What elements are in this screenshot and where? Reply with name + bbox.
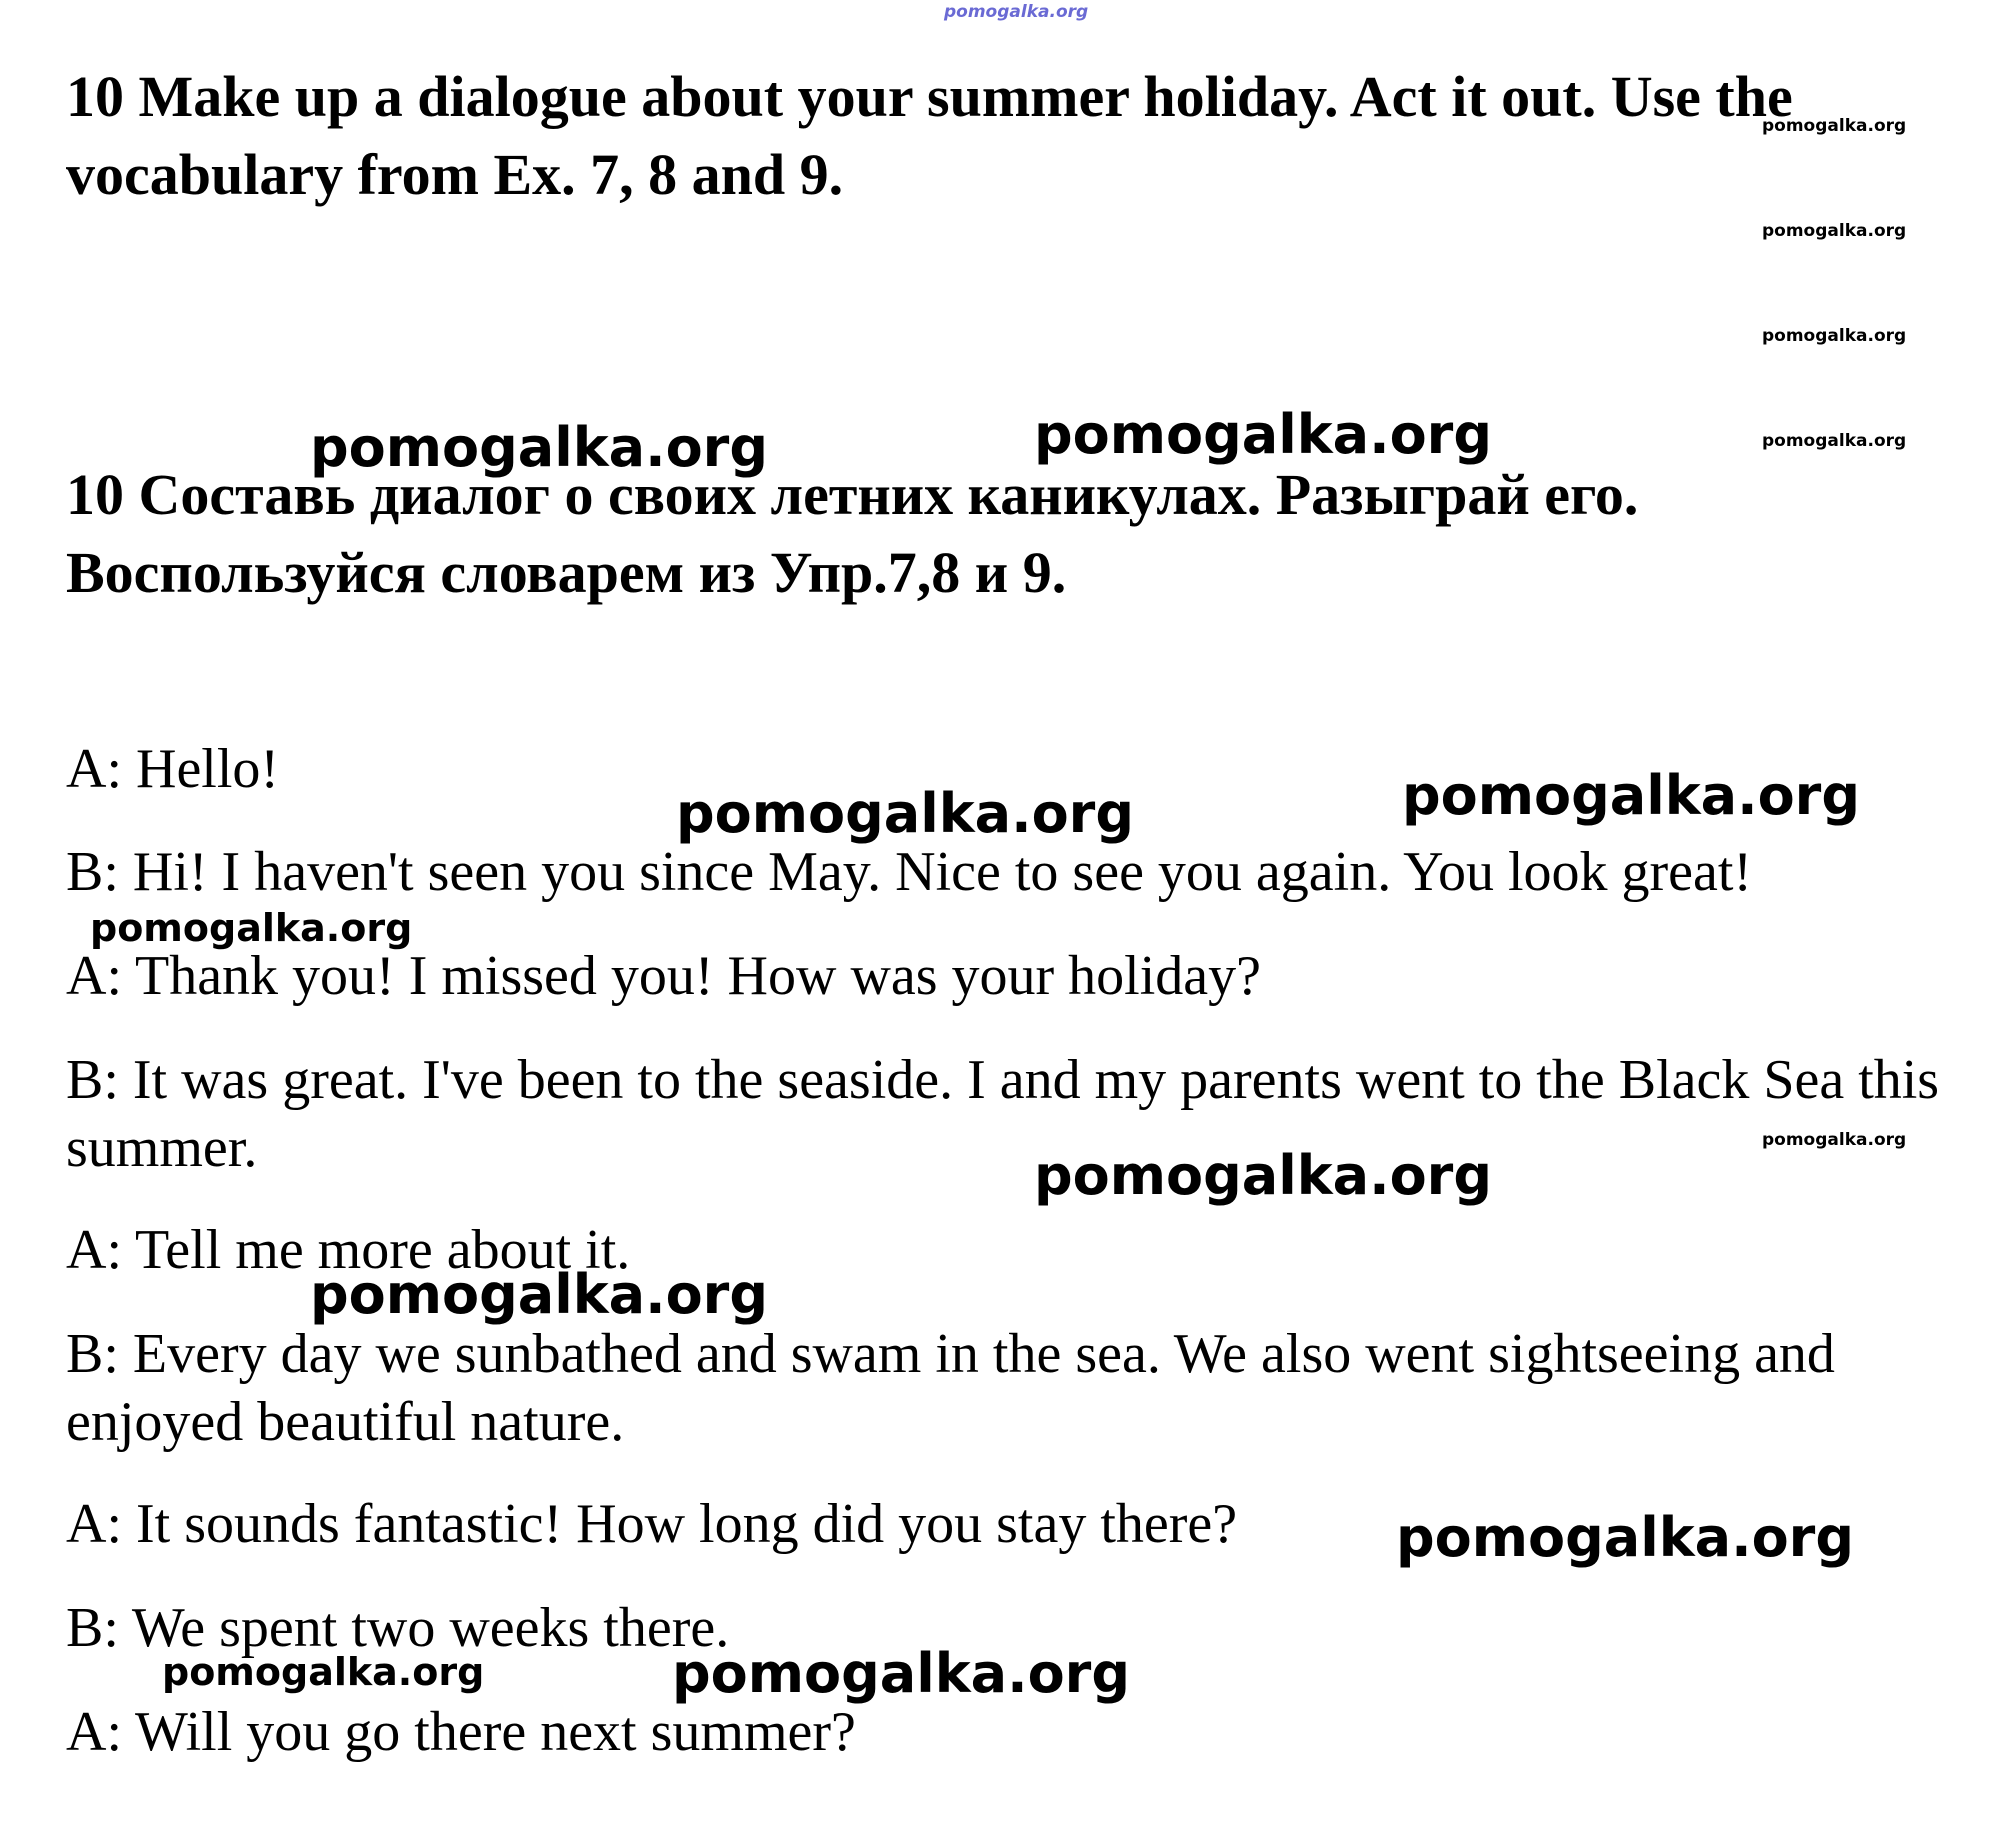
watermark-small: pomogalka.org: [1762, 116, 1907, 136]
watermark-large: pomogalka.org: [1034, 1144, 1492, 1207]
watermark-large: pomogalka.org: [310, 1263, 768, 1326]
dialogue-line: A: Hello!: [66, 738, 280, 800]
dialogue-line: A: Tell me more about it.: [66, 1219, 631, 1281]
watermark-top: pomogalka.org: [944, 2, 1089, 22]
watermark-large: pomogalka.org: [1396, 1506, 1854, 1569]
watermark-large: pomogalka.org: [676, 782, 1134, 845]
dialogue-line: A: Thank you! I missed you! How was your holiday?: [66, 945, 1262, 1007]
watermark-small: pomogalka.org: [1762, 431, 1907, 451]
dialogue-line: B: It was great. I've been to the seaside. I and my parents went to the Black Sea this summer.: [66, 1049, 1940, 1179]
task-heading-english: 10 Make up a dialogue about your summer holiday. Act it out. Use the vocabulary from Ex. 7, 8 and 9.: [66, 64, 1793, 207]
watermark-large: pomogalka.org: [672, 1642, 1130, 1705]
watermark-small: pomogalka.org: [1762, 221, 1907, 241]
dialogue-line: B: Hi! I haven't seen you since May. Nice to see you again. You look great!: [66, 841, 1753, 903]
watermark-medium: pomogalka.org: [90, 906, 413, 950]
watermark-small: pomogalka.org: [1762, 1130, 1907, 1150]
dialogue-line: B: Every day we sunbathed and swam in the sea. We also went sightseeing and enjoyed beautiful nature.: [66, 1323, 1835, 1453]
watermark-medium: pomogalka.org: [162, 1650, 485, 1694]
dialogue-line: A: It sounds fantastic! How long did you stay there?: [66, 1493, 1238, 1555]
watermark-small: pomogalka.org: [1762, 326, 1907, 346]
task-heading-russian: 10 Составь диалог о своих летних каникулах. Разыграй его. Воспользуйся словарем из Упр.7,8 и 9.: [66, 462, 1639, 605]
watermark-large: pomogalka.org: [310, 416, 768, 479]
watermark-large: pomogalka.org: [1034, 403, 1492, 466]
dialogue-line: B: We spent two weeks there.: [66, 1597, 730, 1659]
dialogue-line: A: Will you go there next summer?: [66, 1701, 856, 1763]
watermark-large: pomogalka.org: [1402, 764, 1860, 827]
